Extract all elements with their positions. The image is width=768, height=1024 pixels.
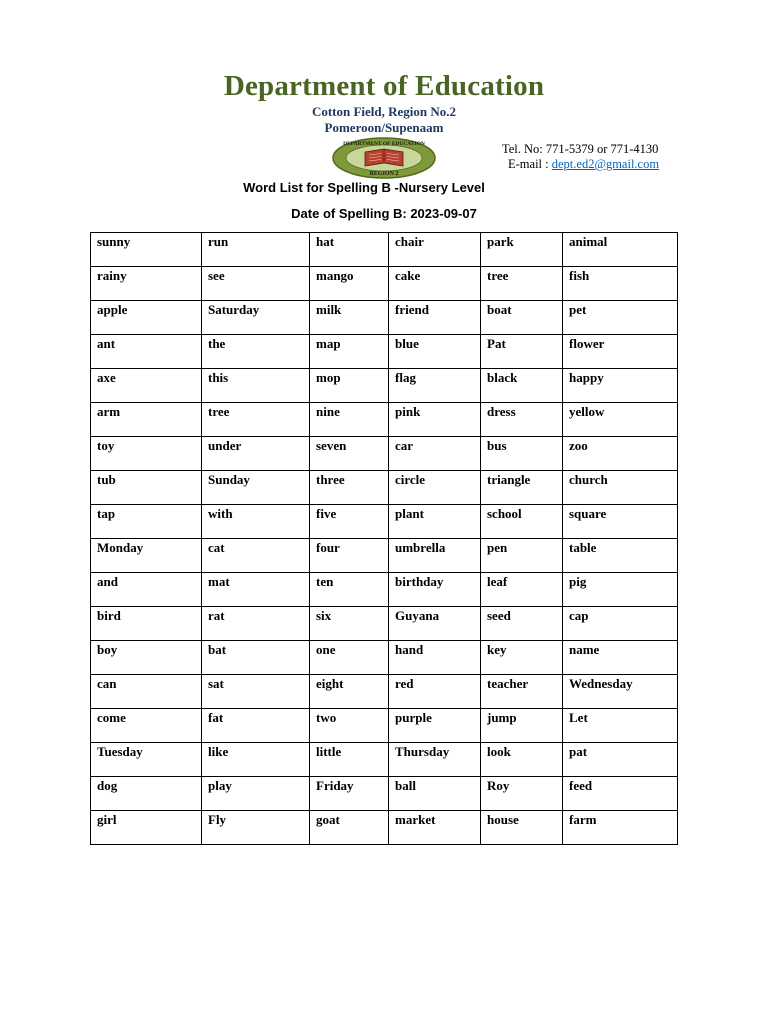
table-row: [91, 471, 678, 505]
word-cell: blue: [389, 335, 481, 369]
word-cell: girl: [91, 811, 202, 845]
word-cell: park: [481, 233, 563, 267]
word-cell: jump: [481, 709, 563, 743]
word-cell: umbrella: [389, 539, 481, 573]
word-cell: tree: [481, 267, 563, 301]
word-cell: plant: [389, 505, 481, 539]
word-cell: seed: [481, 607, 563, 641]
word-cell: mop: [310, 369, 389, 403]
word-cell: cap: [563, 607, 678, 641]
word-cell: dog: [91, 777, 202, 811]
table-row: [91, 641, 678, 675]
word-cell: pink: [389, 403, 481, 437]
word-cell: Saturday: [202, 301, 310, 335]
table-row: [91, 539, 678, 573]
word-cell: yellow: [563, 403, 678, 437]
word-cell: bird: [91, 607, 202, 641]
word-cell: apple: [91, 301, 202, 335]
word-cell: Wednesday: [563, 675, 678, 709]
word-cell: see: [202, 267, 310, 301]
word-cell: mat: [202, 573, 310, 607]
word-cell: arm: [91, 403, 202, 437]
word-cell: pen: [481, 539, 563, 573]
word-cell: flag: [389, 369, 481, 403]
word-cell: chair: [389, 233, 481, 267]
word-cell: ant: [91, 335, 202, 369]
email-link[interactable]: dept.ed2@gmail.com: [551, 157, 660, 171]
word-cell: boat: [481, 301, 563, 335]
word-cell: Thursday: [389, 743, 481, 777]
word-cell: Guyana: [389, 607, 481, 641]
word-cell: market: [389, 811, 481, 845]
word-cell: three: [310, 471, 389, 505]
word-cell: come: [91, 709, 202, 743]
table-row: [91, 743, 678, 777]
word-cell: square: [563, 505, 678, 539]
word-cell: happy: [563, 369, 678, 403]
word-cell: circle: [389, 471, 481, 505]
table-row: [91, 233, 678, 267]
table-row: [91, 335, 678, 369]
spelling-date: Date of Spelling B: 2023-09-07: [291, 206, 477, 221]
word-cell: Sunday: [202, 471, 310, 505]
word-cell: five: [310, 505, 389, 539]
word-cell: bat: [202, 641, 310, 675]
word-cell: play: [202, 777, 310, 811]
logo-text-bottom: REGION 2: [369, 171, 399, 177]
word-cell: bus: [481, 437, 563, 471]
word-cell: rainy: [91, 267, 202, 301]
word-cell: ball: [389, 777, 481, 811]
word-cell: four: [310, 539, 389, 573]
table-row: [91, 437, 678, 471]
word-cell: ten: [310, 573, 389, 607]
word-table: [90, 232, 678, 845]
word-cell: leaf: [481, 573, 563, 607]
word-cell: dress: [481, 403, 563, 437]
word-cell: farm: [563, 811, 678, 845]
word-cell: eight: [310, 675, 389, 709]
word-cell: Pat: [481, 335, 563, 369]
word-cell: tap: [91, 505, 202, 539]
word-cell: cat: [202, 539, 310, 573]
word-cell: this: [202, 369, 310, 403]
word-cell: Monday: [91, 539, 202, 573]
table-row: [91, 267, 678, 301]
word-cell: car: [389, 437, 481, 471]
word-cell: feed: [563, 777, 678, 811]
address-line-2: Pomeroon/Supenaam: [324, 120, 444, 135]
word-cell: tree: [202, 403, 310, 437]
word-cell: rat: [202, 607, 310, 641]
email-line: [502, 157, 659, 172]
word-cell: one: [310, 641, 389, 675]
word-cell: sunny: [91, 233, 202, 267]
word-cell: Let: [563, 709, 678, 743]
word-cell: hand: [389, 641, 481, 675]
word-cell: six: [310, 607, 389, 641]
word-cell: table: [563, 539, 678, 573]
word-cell: mango: [310, 267, 389, 301]
word-cell: run: [202, 233, 310, 267]
word-table-body: [91, 233, 678, 845]
word-cell: pat: [563, 743, 678, 777]
table-row: [91, 369, 678, 403]
word-cell: pet: [563, 301, 678, 335]
word-cell: the: [202, 335, 310, 369]
table-row: [91, 403, 678, 437]
word-cell: axe: [91, 369, 202, 403]
word-cell: milk: [310, 301, 389, 335]
word-cell: animal: [563, 233, 678, 267]
word-cell: friend: [389, 301, 481, 335]
word-cell: toy: [91, 437, 202, 471]
word-cell: hat: [310, 233, 389, 267]
word-cell: zoo: [563, 437, 678, 471]
page-title: Department of Education: [223, 70, 545, 102]
word-cell: pig: [563, 573, 678, 607]
word-cell: fish: [563, 267, 678, 301]
word-cell: purple: [389, 709, 481, 743]
word-cell: sat: [202, 675, 310, 709]
word-cell: look: [481, 743, 563, 777]
word-cell: triangle: [481, 471, 563, 505]
word-cell: boy: [91, 641, 202, 675]
word-cell: Friday: [310, 777, 389, 811]
table-row: [91, 675, 678, 709]
table-row: [91, 607, 678, 641]
word-cell: under: [202, 437, 310, 471]
word-cell: flower: [563, 335, 678, 369]
table-row: [91, 777, 678, 811]
word-cell: tub: [91, 471, 202, 505]
word-cell: can: [91, 675, 202, 709]
word-cell: with: [202, 505, 310, 539]
logo-text-top: DEPARTMENT OF EDUCATION: [343, 141, 425, 147]
region-logo: [331, 136, 437, 180]
word-cell: teacher: [481, 675, 563, 709]
word-cell: red: [389, 675, 481, 709]
word-cell: goat: [310, 811, 389, 845]
table-row: [91, 811, 678, 845]
word-cell: Roy: [481, 777, 563, 811]
list-title: Word List for Spelling B -Nursery Level: [243, 180, 485, 195]
word-cell: two: [310, 709, 389, 743]
word-cell: black: [481, 369, 563, 403]
contact-block: [502, 142, 659, 172]
word-cell: birthday: [389, 573, 481, 607]
word-cell: name: [563, 641, 678, 675]
word-cell: seven: [310, 437, 389, 471]
email-label: E-mail :: [508, 157, 552, 171]
word-cell: Fly: [202, 811, 310, 845]
telephone: Tel. No: 771-5379 or 771-4130: [502, 142, 659, 156]
word-cell: church: [563, 471, 678, 505]
word-cell: school: [481, 505, 563, 539]
table-row: [91, 573, 678, 607]
table-row: [91, 505, 678, 539]
word-cell: key: [481, 641, 563, 675]
word-cell: like: [202, 743, 310, 777]
word-cell: cake: [389, 267, 481, 301]
word-cell: little: [310, 743, 389, 777]
word-cell: map: [310, 335, 389, 369]
address-line-1: Cotton Field, Region No.2: [311, 104, 457, 119]
table-row: [91, 709, 678, 743]
table-row: [91, 301, 678, 335]
word-cell: house: [481, 811, 563, 845]
word-cell: nine: [310, 403, 389, 437]
word-cell: Tuesday: [91, 743, 202, 777]
word-cell: fat: [202, 709, 310, 743]
word-cell: and: [91, 573, 202, 607]
